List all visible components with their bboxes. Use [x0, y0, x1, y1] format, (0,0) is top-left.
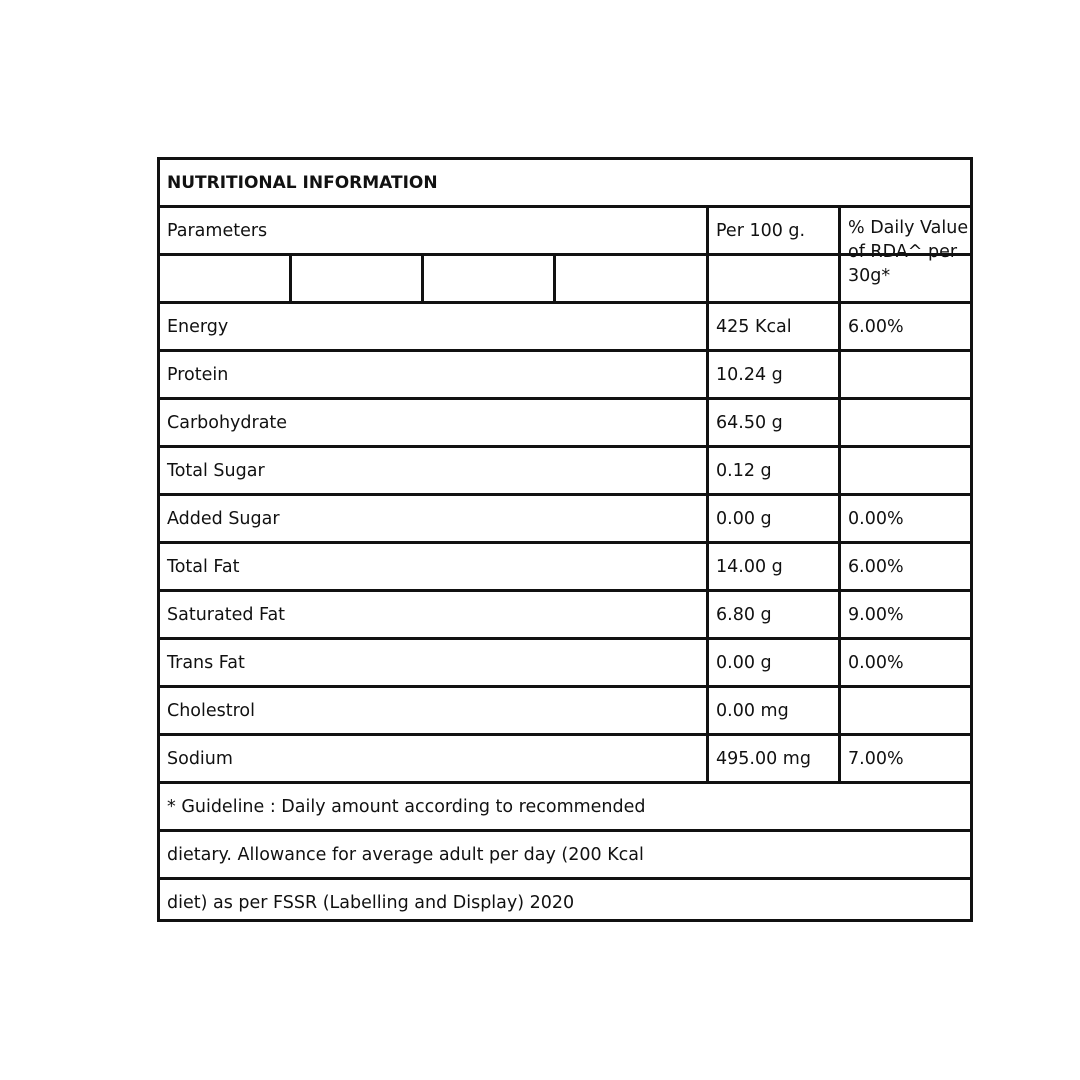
table-row	[160, 496, 970, 544]
nutrient-daily-value	[841, 352, 970, 397]
footnote-row	[160, 784, 970, 832]
nutrient-daily-value: 6.00%	[848, 557, 904, 577]
nutrient-name: Energy	[160, 304, 709, 349]
nutrient-per-100g: 0.00 g	[709, 640, 841, 685]
table-title-row	[160, 160, 970, 208]
empty-cell	[160, 256, 292, 301]
nutrient-daily-value	[841, 400, 970, 445]
table-row	[160, 592, 970, 640]
table-row	[160, 688, 970, 736]
nutrient-daily-value	[841, 448, 970, 493]
table-row	[160, 736, 970, 784]
empty-cell	[292, 256, 424, 301]
nutrient-per-100g: 425 Kcal	[709, 304, 841, 349]
table-row	[160, 304, 970, 352]
empty-cell	[709, 256, 841, 301]
table-row	[160, 400, 970, 448]
nutrient-per-100g: 0.00 mg	[709, 688, 841, 733]
nutrient-daily-value: 7.00%	[848, 749, 904, 769]
footnote-line-2: dietary. Allowance for average adult per day (200 Kcal	[167, 845, 644, 865]
footnote-line-3: diet) as per FSSR (Labelling and Display) 2020	[167, 893, 575, 913]
nutrient-name: Cholestrol	[160, 688, 709, 733]
nutrient-name: Sodium	[160, 736, 709, 781]
table-row	[160, 640, 970, 688]
nutrient-name: Total Sugar	[160, 448, 709, 493]
nutrient-per-100g: 64.50 g	[709, 400, 841, 445]
nutrient-name: Carbohydrate	[160, 400, 709, 445]
nutrient-daily-value	[841, 688, 970, 733]
footnote-row	[160, 832, 970, 880]
table-row	[160, 448, 970, 496]
header-daily-value-continued	[841, 208, 970, 301]
nutrient-daily-value: 0.00%	[848, 653, 904, 673]
header-per-100g: Per 100 g.	[709, 208, 841, 253]
nutrient-per-100g: 0.12 g	[709, 448, 841, 493]
nutrient-name: Saturated Fat	[160, 592, 709, 637]
nutrient-name: Protein	[160, 352, 709, 397]
table-title: NUTRITIONAL INFORMATION	[167, 173, 438, 193]
nutrient-name: Added Sugar	[160, 496, 709, 541]
header-parameters: Parameters	[160, 208, 709, 253]
table-row	[160, 544, 970, 592]
empty-cell	[424, 256, 556, 301]
empty-cell	[556, 256, 709, 301]
nutrient-per-100g: 10.24 g	[709, 352, 841, 397]
nutrient-per-100g: 6.80 g	[709, 592, 841, 637]
nutrient-daily-value: 0.00%	[848, 509, 904, 529]
header-daily-value: % Daily Value of RDA^ per 30g*	[848, 218, 969, 286]
subheader-row	[160, 256, 970, 304]
nutrient-daily-value: 9.00%	[848, 605, 904, 625]
footnote-row	[160, 880, 970, 922]
nutrient-name: Total Fat	[160, 544, 709, 589]
nutrient-per-100g: 14.00 g	[709, 544, 841, 589]
nutrient-name: Trans Fat	[160, 640, 709, 685]
nutrient-daily-value: 6.00%	[848, 317, 904, 337]
nutrient-per-100g: 0.00 g	[709, 496, 841, 541]
footnote-line-1: * Guideline : Daily amount according to recommended	[167, 797, 646, 817]
nutrient-per-100g: 495.00 mg	[709, 736, 841, 781]
nutrition-table	[157, 157, 973, 922]
table-row	[160, 352, 970, 400]
